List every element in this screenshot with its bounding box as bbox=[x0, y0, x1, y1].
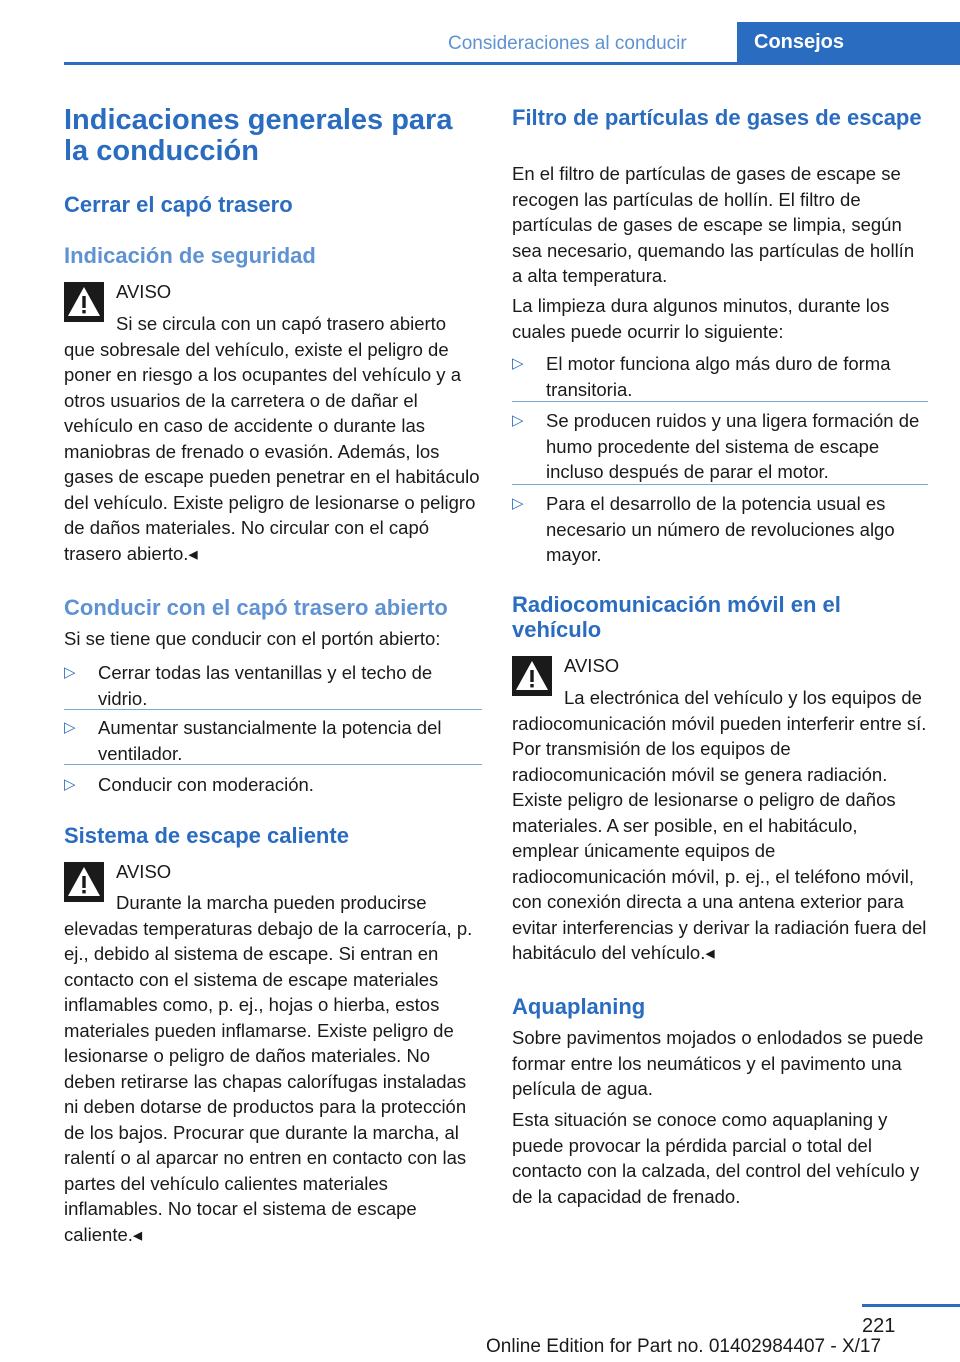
triangle-bullet-icon: ▷ bbox=[512, 355, 524, 372]
triangle-bullet-icon: ▷ bbox=[64, 719, 76, 736]
warning-text: Durante la marcha pueden producirse elevadas temperaturas debajo de la carrocería, p. ej., debido al sistema de escape. Si entran en contacto con el sistema de escape materiales inflamables como, p. ej., hojas o hierba, estos materiales pueden inflamarse. Existe peligro de lesionarse o peligro de daños materiales. No deben retirarse las chapas calorífugas instaladas ni deben dotarse de productos para la protección de los bajos. Procurar que durante la marcha, al ralentí o al aparcar no entren en contacto con las partes del vehículo calientes materiales inflamables. No tocar el sistema de escape caliente.◂ bbox=[64, 892, 473, 1245]
page-title: Indicaciones generales para la conducción bbox=[64, 104, 453, 167]
list-divider bbox=[512, 401, 928, 402]
heading-radio: Radiocomunicación móvil en el vehículo bbox=[512, 592, 841, 642]
list-item-text: Cerrar todas las ventanillas y el techo de vidrio. bbox=[98, 662, 433, 709]
footer-rule bbox=[862, 1304, 960, 1307]
page-number: 221 bbox=[862, 1315, 896, 1337]
list-item-text: Se producen ruidos y una ligera formación de humo procedente del sistema de escape incluso después de parar el motor. bbox=[546, 410, 920, 482]
triangle-bullet-icon: ▷ bbox=[512, 412, 524, 429]
heading-safety: Indicación de seguridad bbox=[64, 243, 316, 268]
paragraph: Esta situación se conoce como aquaplaning y puede provocar la pérdida parcial o total del contacto con la calzada, del control del vehículo y de la capacidad de frenado. bbox=[512, 1109, 920, 1207]
paragraph: La limpieza dura algunos minutos, durante los cuales puede ocurrir lo siguiente: bbox=[512, 295, 890, 342]
triangle-bullet-icon: ▷ bbox=[64, 664, 76, 681]
warning-text: Si se circula con un capó trasero abierto que sobresale del vehículo, existe el peligro de poner en riesgo a los ocupantes del vehículo y a otros usuarios de la carretera o de dañar el vehículo en caso de accidente o durante las maniobras de frenado o evasión. Además, los gases de escape pueden penetrar en el habitáculo del vehículo. Existe peligro de lesionarse o peligro de daños materiales. No circular con el capó trasero abierto.◂ bbox=[64, 313, 480, 564]
warning-label: AVISO bbox=[116, 861, 172, 882]
paragraph: En el filtro de partículas de gases de escape se recogen las partículas de hollín. El filtro de partículas de gases de escape se limpia, según sea necesario, quemando las partículas de hollín a alta temperatura. bbox=[512, 163, 915, 286]
list-item-text: Para el desarrollo de la potencia usual es necesario un número de revoluciones algo mayor. bbox=[546, 493, 895, 565]
list-item-text: Conducir con moderación. bbox=[98, 774, 314, 795]
list-item bbox=[64, 660, 482, 711]
list-item bbox=[512, 408, 928, 485]
heading-particle-filter: Filtro de partículas de gases de escape bbox=[512, 105, 922, 130]
list-item-text: Aumentar sustancialmente la potencia del ventilador. bbox=[98, 717, 442, 764]
list-item-text: El motor funciona algo más duro de forma transitoria. bbox=[546, 353, 891, 400]
paragraph: Sobre pavimentos mojados o enlodados se puede formar entre los neumáticos y el pavimento una película de agua. bbox=[512, 1027, 924, 1099]
triangle-bullet-icon: ▷ bbox=[512, 495, 524, 512]
heading-exhaust: Sistema de escape caliente bbox=[64, 823, 349, 848]
list-item bbox=[512, 351, 928, 402]
header-section-title: Consideraciones al conducir bbox=[448, 33, 687, 54]
header-chapter-tab: Consejos bbox=[737, 22, 960, 62]
header-rule bbox=[64, 62, 960, 65]
list-item bbox=[64, 772, 482, 798]
warning-label: AVISO bbox=[564, 655, 620, 676]
triangle-bullet-icon: ▷ bbox=[64, 776, 76, 793]
list-item bbox=[64, 715, 482, 766]
heading-drive-open: Conducir con el capó trasero abierto bbox=[64, 595, 448, 620]
paragraph: Si se tiene que conducir con el portón abierto: bbox=[64, 628, 441, 649]
list-divider bbox=[64, 764, 482, 765]
heading-aquaplaning: Aquaplaning bbox=[512, 994, 646, 1019]
warning-text: La electrónica del vehículo y los equipos de radiocomunicación móvil pueden interferir entre sí. Por transmisión de los equipos de radiocomunicación móvil se genera radiación. Existe peligro de lesionarse o peligro de daños materiales. A ser posible, en el habitáculo, emplear únicamente equipos de radiocomunicación móvil, p. ej., el teléfono móvil, con conexión directa a una antena exterior para evitar interferencias y derivar la radiación fuera del habitáculo del vehículo.◂ bbox=[512, 687, 927, 963]
edition-note: Online Edition for Part no. 01402984407 - X/17 bbox=[486, 1336, 882, 1357]
list-divider bbox=[64, 709, 482, 710]
warning-label: AVISO bbox=[116, 281, 172, 302]
heading-close-hatch: Cerrar el capó trasero bbox=[64, 192, 293, 217]
list-item bbox=[512, 491, 928, 568]
list-divider bbox=[512, 484, 928, 485]
